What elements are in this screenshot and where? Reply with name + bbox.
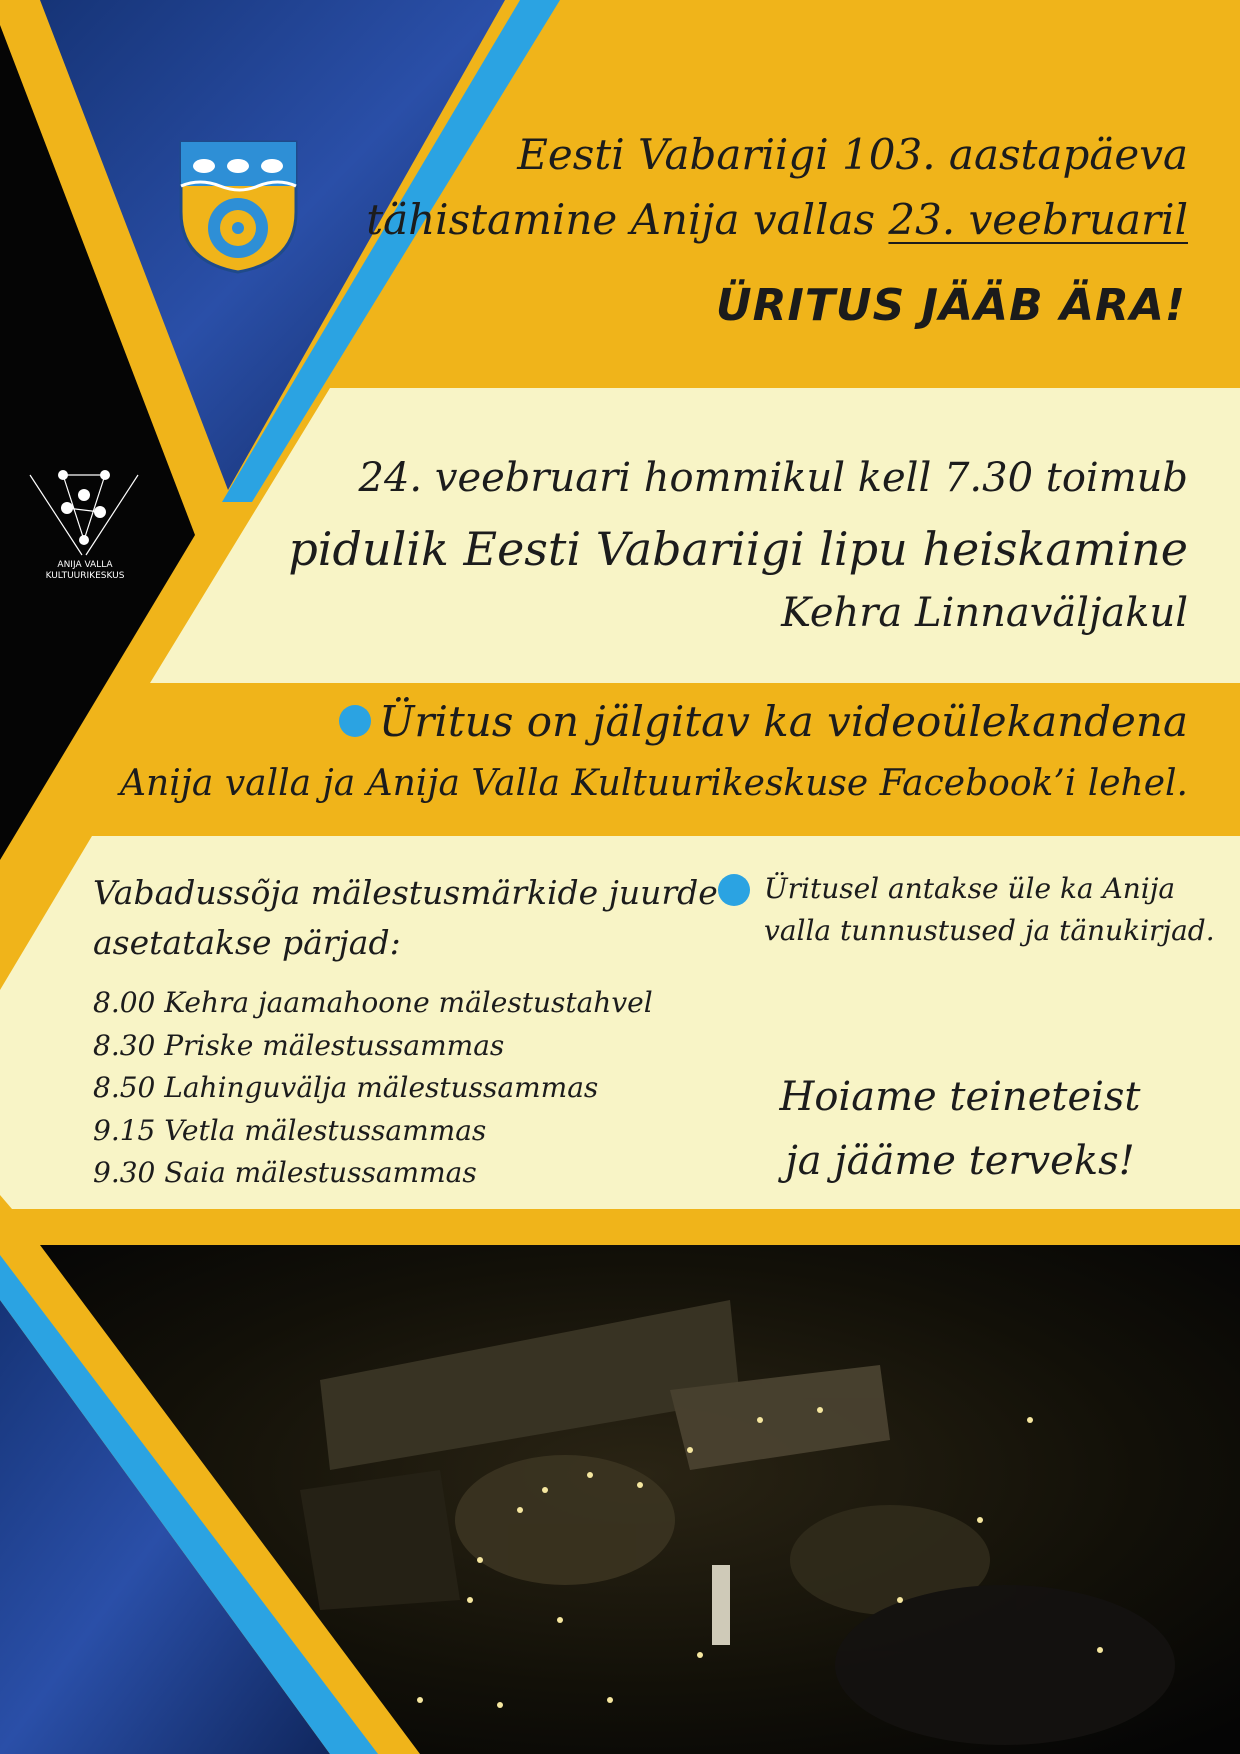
wreath-section	[93, 868, 718, 1195]
list-item: 8.30 Priske mälestussammas	[93, 1028, 505, 1062]
list-item: 9.15 Vetla mälestussammas	[93, 1113, 487, 1147]
header-title-line-1: Eesti Vabariigi 103. aastapäeva	[517, 130, 1188, 179]
list-item: 9.30 Saia mälestussammas	[93, 1156, 477, 1189]
video-broadcast-text: Üritus on jälgitav ka videoülekandena	[379, 697, 1188, 746]
cultural-center-logo-text	[40, 560, 130, 582]
list-item: 8.00 Kehra jaamahoone mälestustahvel	[93, 986, 653, 1019]
flag-raising-line-3: Kehra Linnaväljakul	[781, 590, 1188, 636]
closing-message: Hoiame teineteist ja jääme terveks!	[779, 1074, 1141, 1184]
flag-raising-line-2: pidulik Eesti Vabariigi lipu heiskamine	[288, 522, 1188, 576]
cancel-notice: ÜRITUS JÄÄB ÄRA!	[715, 280, 1186, 331]
wreath-title: Vabadussõja mälestusmärkide juurde asetatakse pärjad:	[93, 873, 718, 962]
header-title-line-2	[366, 195, 1188, 244]
logo-line-1: ANIJA VALLA	[57, 560, 113, 570]
wreath-schedule	[93, 982, 718, 1195]
logo-line-2: KULTUURIKESKUS	[45, 571, 125, 581]
bullet-dot-icon	[339, 705, 371, 737]
bullet-dot-icon	[718, 874, 750, 906]
video-broadcast-line-2: Anija valla ja Anija Valla Kultuurikeskuse Facebook’i lehel.	[120, 763, 1188, 804]
header-date: 23. veebruaril	[888, 195, 1188, 244]
header-title-prefix: tähistamine Anija vallas	[366, 195, 889, 244]
video-broadcast-line-1	[339, 697, 1188, 746]
flag-raising-line-1: 24. veebruari hommikul kell 7.30 toimub	[358, 455, 1188, 501]
awards-text: Üritusel antakse üle ka Anija valla tunnustused ja tänukirjad.	[764, 872, 1215, 947]
list-item: 8.50 Lahinguvälja mälestussammas	[93, 1071, 599, 1104]
coat-of-arms	[181, 142, 296, 272]
